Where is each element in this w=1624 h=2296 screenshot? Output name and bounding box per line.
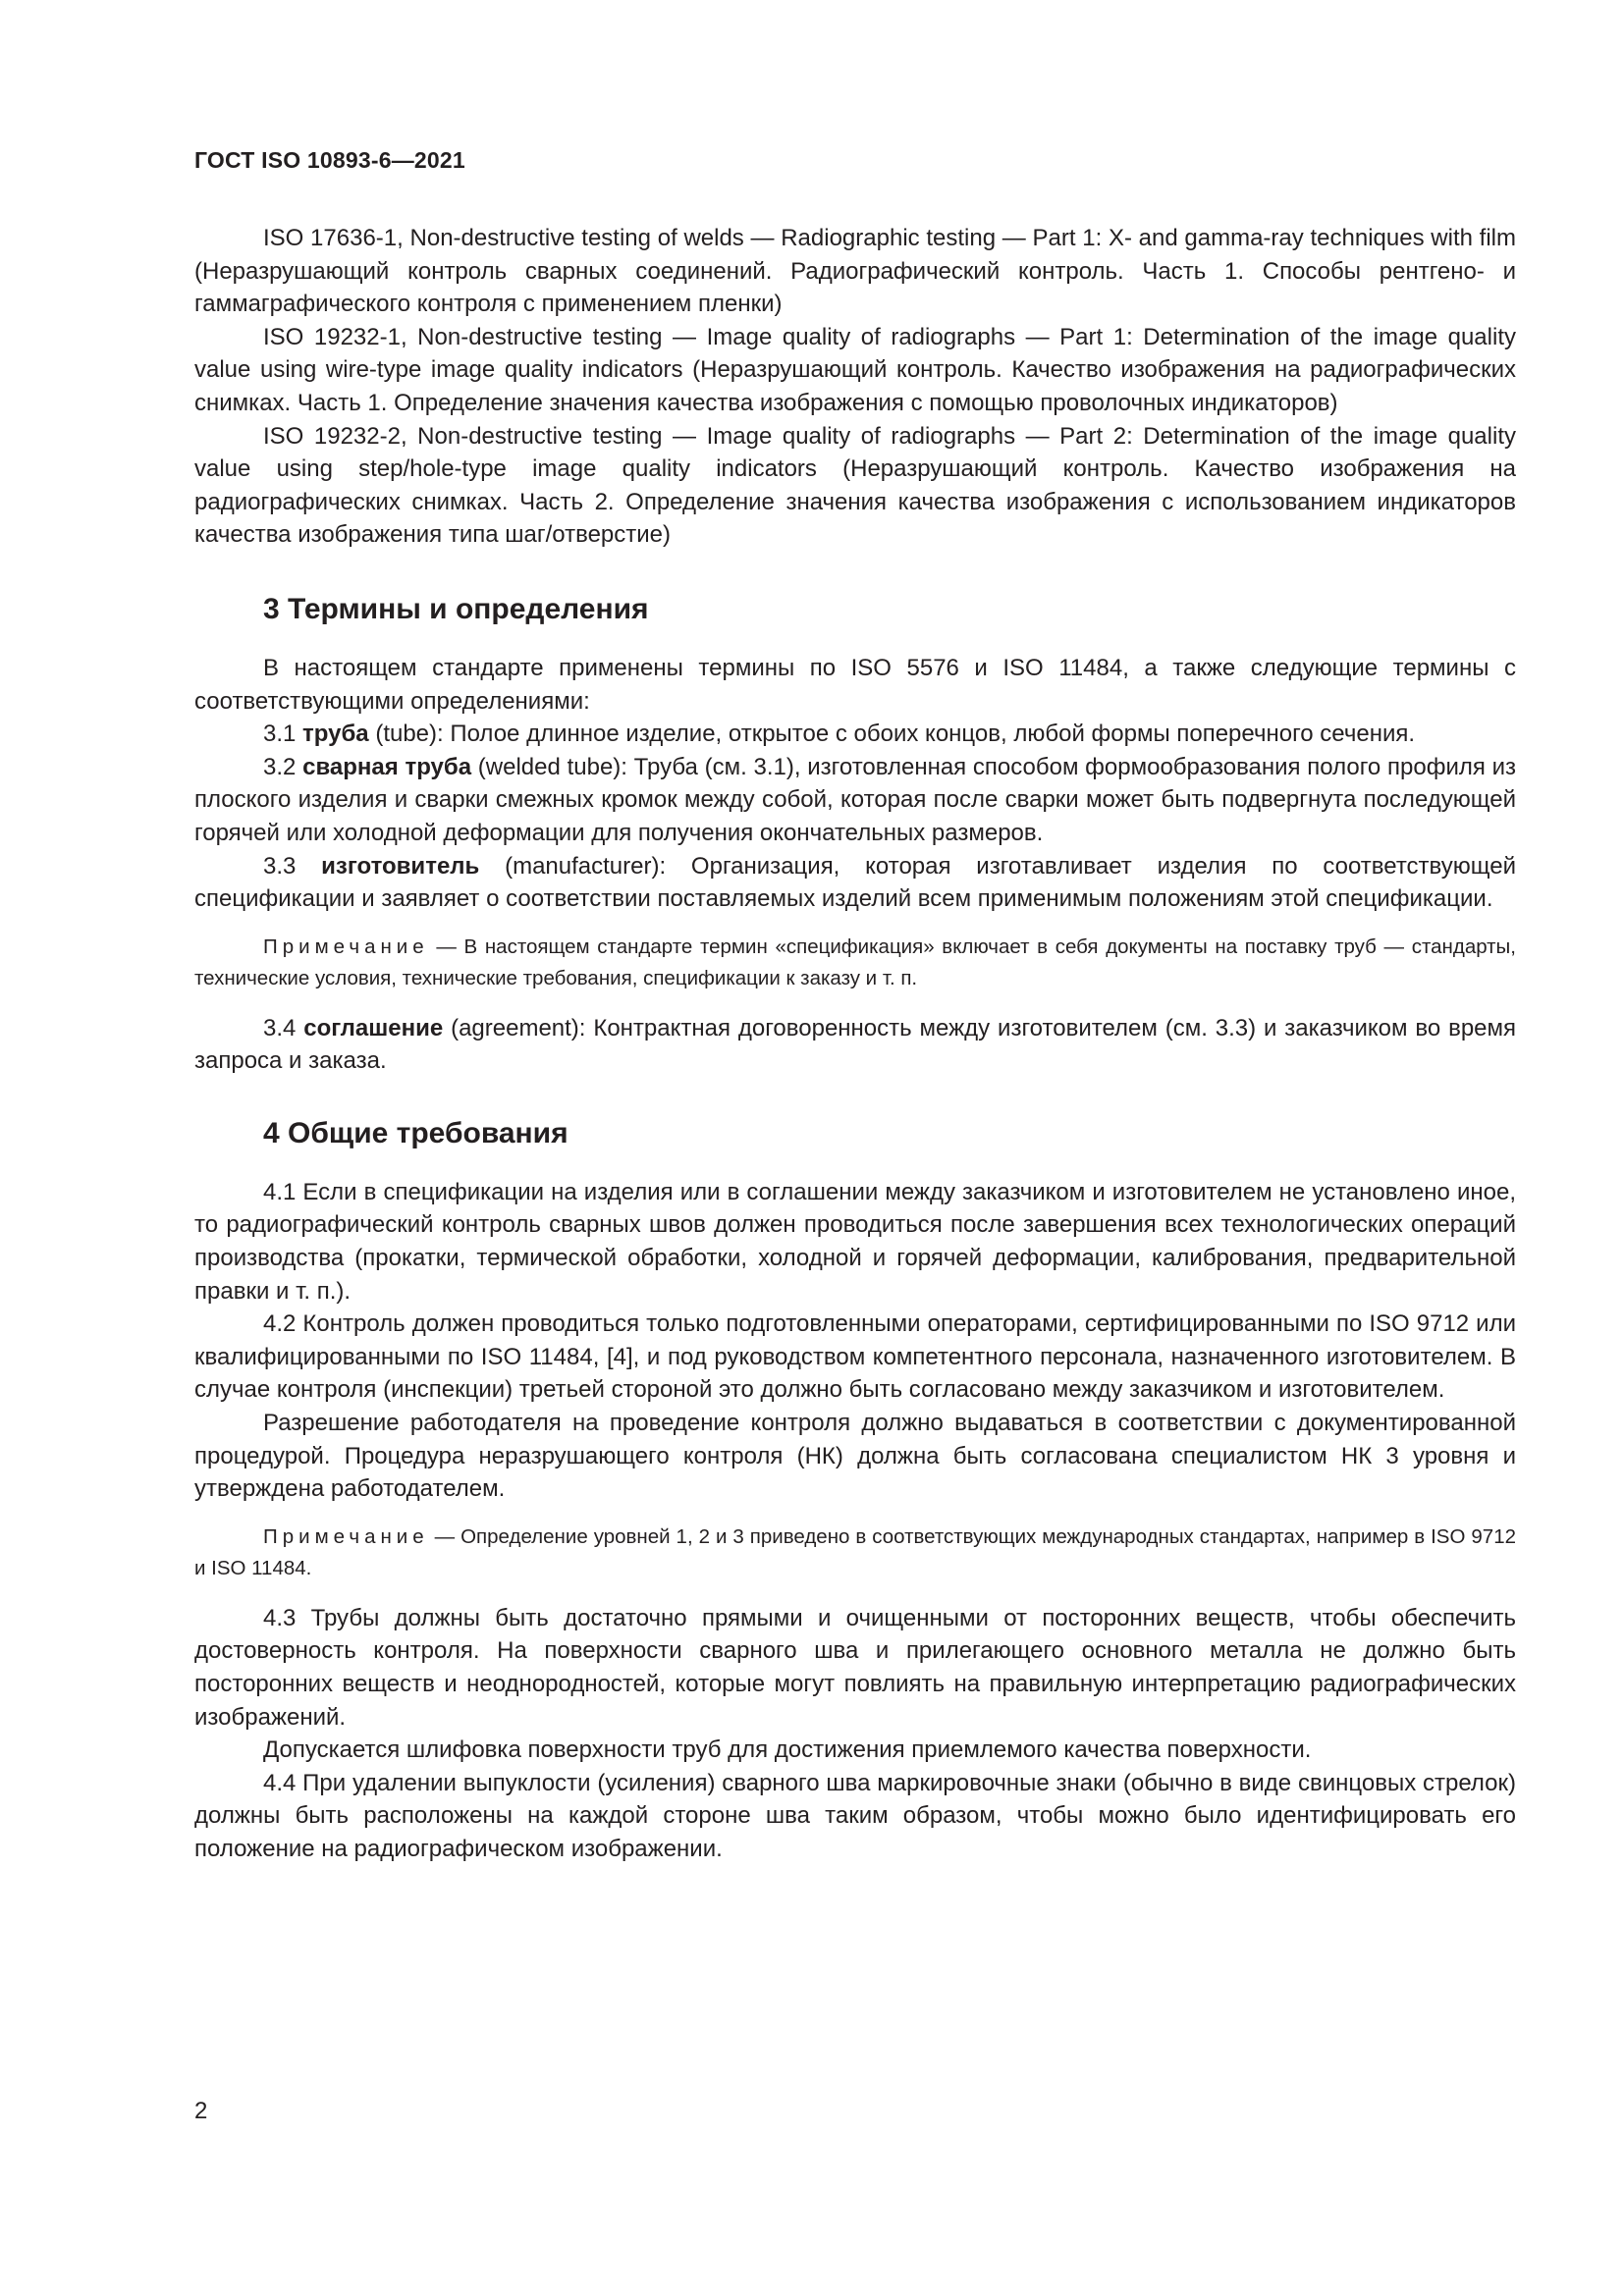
term-name: изготовитель	[321, 852, 480, 880]
section-3-note	[194, 932, 1516, 994]
clause-4-1: 4.1 Если в спецификации на изделия или в соглашении между заказчиком и изготовителем не установлено иное, то радиографический контроль сварных швов должен проводиться после завершения всех технологических операций производства (прокатки, термической обработки, холодной и горячей деформации, калибрования, предварительной правки и т. п.).	[194, 1178, 1516, 1305]
term-definition: (manufacturer): Организация, которая изготавливает изделия по соответствующей спецификации и заявляет о соответствии поставляемых изделий всем применимым положениям этой спецификации.	[194, 852, 1516, 913]
document-header: ГОСТ ISO 10893-6—2021	[194, 147, 465, 173]
term-number: 3.2	[263, 753, 303, 780]
term-name: соглашение	[303, 1014, 444, 1041]
clause-4-3: 4.3 Трубы должны быть достаточно прямыми и очищенными от посторонних веществ, чтобы обеспечить достоверность контроля. На поверхности сварного шва и прилегающего основного металла не должно быть посторонних веществ и неоднородностей, которые могут повлиять на правильную интерпретацию радиографических изображений.	[194, 1604, 1516, 1731]
clause-4-3-continued: Допускается шлифовка поверхности труб для достижения приемлемого качества поверхности.	[263, 1736, 1312, 1764]
section-3-title: 3 Термины и определения	[263, 592, 649, 625]
term-3-2	[194, 751, 1516, 850]
clause-4-2: 4.2 Контроль должен проводиться только подготовленными операторами, сертифицированными по ISO 9712 или квалифицированными по ISO 11484, [4], и под руководством компетентного персонала, назначенного изготовителем. В случае контроля (инспекции) третьей стороной это должно быть согласовано между заказчиком и изготовителем.	[194, 1310, 1516, 1404]
term-number: 3.4	[263, 1014, 304, 1041]
reference-iso-19232-1: ISO 19232-1, Non-destructive testing — Image quality of radiographs — Part 1: Determination of the image quality value using wire-type image quality indicators (Неразрушающий контроль. Качество изображения на радиографических снимках. Часть 1. Определение значения качества изображения с помощью проволочных индикаторов)	[194, 323, 1516, 416]
note-label: Примечание	[263, 1524, 429, 1548]
term-3-3	[194, 850, 1516, 916]
clause-4-4: 4.4 При удалении выпуклости (усиления) сварного шва маркировочные знаки (обычно в виде свинцовых стрелок) должны быть расположены на каждой стороне шва таким образом, чтобы можно было идентифицировать его положение на радиографическом изображении.	[194, 1769, 1516, 1862]
term-definition: (welded tube): Труба (см. 3.1), изготовленная способом формообразования полого профиля из плоского изделия и сварки смежных кромок между собой, которая после сварки может быть подвергнута последующей горячей или холодной деформации для получения окончательных размеров.	[194, 753, 1516, 846]
page-content	[194, 222, 1516, 1866]
section-4-note	[194, 1522, 1516, 1584]
section-4-title: 4 Общие требования	[263, 1116, 568, 1149]
note-text: — Определение уровней 1, 2 и 3 приведено в соответствующих международных стандартах, например в ISO 9712 и ISO 11484.	[194, 1524, 1516, 1579]
clause-4-2-continued: Разрешение работодателя на проведение контроля должно выдаваться в соответствии с документированной процедурой. Процедура неразрушающего контроля (НК) должна быть согласована специалистом НК 3 уровня и утверждена работодателем.	[194, 1410, 1516, 1503]
term-3-1	[194, 718, 1516, 751]
term-definition: (agreement): Контрактная договоренность между изготовителем (см. 3.3) и заказчиком во время запроса и заказа.	[194, 1014, 1517, 1075]
note-label: Примечание	[263, 934, 429, 958]
term-3-4	[194, 1012, 1516, 1078]
page-number: 2	[194, 2098, 208, 2124]
note-text: — В настоящем стандарте термин «спецификация» включает в себя документы на поставку труб — стандарты, технические условия, технические требования, спецификации к заказу и т. п.	[194, 934, 1516, 989]
term-name: труба	[302, 721, 369, 748]
term-definition: (tube): Полое длинное изделие, открытое с обоих концов, любой формы поперечного сечения.	[368, 721, 1416, 748]
reference-iso-17636-1: ISO 17636-1, Non-destructive testing of welds — Radiographic testing — Part 1: X- and gamma-ray techniques with film (Неразрушающий контроль сварных соединений. Радиографический контроль. Часть 1. Способы рентгено- и гаммаграфического контроля с применением пленки)	[194, 225, 1516, 318]
term-number: 3.1	[263, 721, 303, 748]
term-name: сварная труба	[302, 753, 472, 780]
reference-iso-19232-2: ISO 19232-2, Non-destructive testing — Image quality of radiographs — Part 2: Determination of the image quality value using step/hole-type image quality indicators (Неразрушающий контроль. Качество изображения на радиографических снимках. Часть 2. Определение значения качества изображения с использованием индикаторов качества изображения типа шаг/отверстие)	[194, 422, 1516, 549]
term-number: 3.3	[263, 852, 322, 880]
section-3-intro: В настоящем стандарте применены термины по ISO 5576 и ISO 11484, а также следующие термины с соответствующими определениями:	[194, 654, 1516, 715]
